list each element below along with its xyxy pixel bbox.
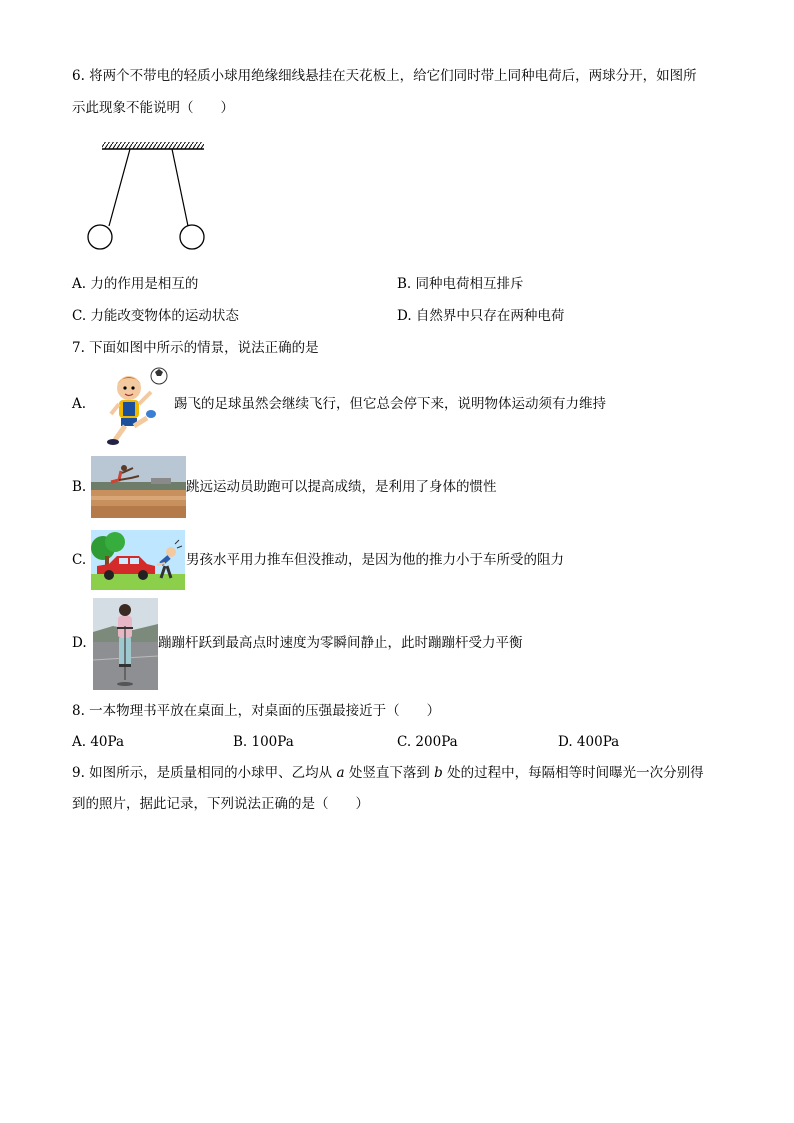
q6-option-d[interactable]: D. 自然界中只存在两种电荷 (397, 308, 565, 324)
boy-pushing-car-image (91, 530, 185, 590)
q9-var-a: a (336, 765, 345, 781)
q8-option-d[interactable]: D. 400Pa (558, 734, 620, 750)
long-jump-photo (91, 456, 186, 518)
q6-option-b[interactable]: B. 同种电荷相互排斥 (397, 276, 524, 292)
q9-stem-part1: 9. 如图所示，是质量相同的小球甲、乙均从 (72, 765, 337, 781)
q9-stem-line1 (72, 763, 704, 783)
q7-option-c-text: 男孩水平用力推车但没推动，是因为他的推力小于车所受的阻力 (186, 552, 564, 568)
q8-option-b[interactable]: B. 100Pa (233, 734, 294, 750)
q9-var-b: b (434, 765, 443, 781)
boy-kicking-ball-image (101, 366, 171, 446)
q6-option-a[interactable]: A. 力的作用是相互的 (72, 276, 199, 292)
q7-option-c-letter[interactable]: C. (72, 552, 87, 568)
q9-stem-line2: 到的照片，据此记录，下列说法正确的是（ ） (72, 796, 369, 812)
q7-stem: 7. 下面如图中所示的情景，说法正确的是 (72, 340, 319, 356)
q7-option-b-letter[interactable]: B. (72, 479, 87, 495)
pogo-stick-photo (93, 598, 158, 690)
q7-option-a-letter[interactable]: A. (72, 396, 87, 412)
q8-option-c[interactable]: C. 200Pa (397, 734, 458, 750)
q8-option-a[interactable]: A. 40Pa (72, 734, 125, 750)
q6-hanging-balls-figure (80, 138, 215, 253)
q6-option-c[interactable]: C. 力能改变物体的运动状态 (72, 308, 239, 324)
q6-stem-line2: 示此现象不能说明（ ） (72, 100, 234, 116)
q7-option-b-text: 跳远运动员助跑可以提高成绩，是利用了身体的惯性 (186, 479, 497, 495)
q7-option-d-text: 蹦蹦杆跃到最高点时速度为零瞬间静止，此时蹦蹦杆受力平衡 (158, 635, 523, 651)
q7-option-d-letter[interactable]: D. (72, 635, 87, 651)
q9-stem-part3: 处的过程中，每隔相等时间曝光一次分别得 (442, 765, 704, 781)
q8-stem: 8. 一本物理书平放在桌面上，对桌面的压强最接近于（ ） (72, 703, 441, 719)
q6-stem-line1: 6. 将两个不带电的轻质小球用绝缘细线悬挂在天花板上，给它们同时带上同种电荷后，两球分开，如图所 (72, 68, 697, 84)
q7-option-a-text: 踢飞的足球虽然会继续飞行，但它总会停下来，说明物体运动须有力维持 (174, 396, 606, 412)
q9-stem-part2: 处竖直下落到 (344, 765, 435, 781)
